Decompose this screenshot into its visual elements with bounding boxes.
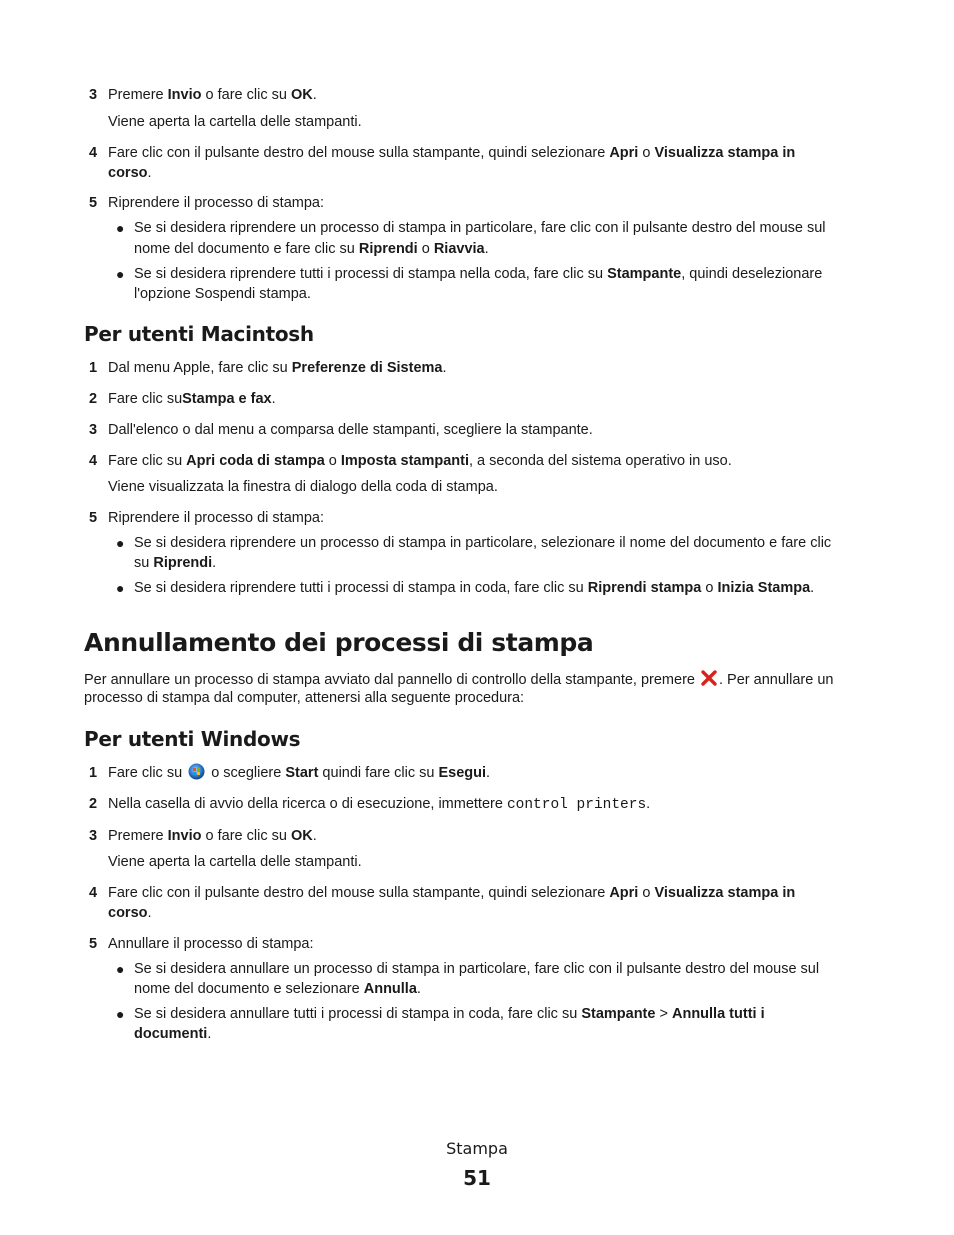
win-step-1-number: 1 xyxy=(89,765,98,781)
section-title: Annullamento dei processi di stampa xyxy=(84,628,594,657)
win-step-3-text: Premere Invio o fare clic su OK. xyxy=(108,828,317,844)
mac-step-3-number: 3 xyxy=(89,422,98,438)
step-5-text: Riprendere il processo di stampa: xyxy=(108,195,324,211)
mac-step-2-text: Fare clic suStampa e fax. xyxy=(108,391,276,407)
intro-line-2: processo di stampa dal computer, attenersi alla seguente procedura: xyxy=(84,690,525,706)
win-step-3-result: Viene aperta la cartella delle stampanti. xyxy=(108,854,362,870)
step-4-text-cont: corso. xyxy=(108,165,152,181)
bullet-icon: ● xyxy=(116,1006,125,1022)
bullet-2-line-1: Se si desidera riprendere tutti i processi di stampa nella coda, fare clic su Stampante, quindi deselezionare xyxy=(134,266,823,282)
win-step-5-text: Annullare il processo di stampa: xyxy=(108,936,314,952)
step-4-number: 4 xyxy=(89,145,98,161)
mac-bullet-1-line-2: su Riprendi. xyxy=(134,555,217,571)
bullet-icon: ● xyxy=(116,266,125,282)
bullet-icon: ● xyxy=(116,961,125,977)
step-3-result: Viene aperta la cartella delle stampanti. xyxy=(108,114,362,130)
win-step-5-number: 5 xyxy=(89,936,98,952)
step-3-number: 3 xyxy=(89,87,98,103)
win-bullet-2-line-2: documenti. xyxy=(134,1026,212,1042)
command-code: control printers xyxy=(506,797,647,813)
mac-step-2-number: 2 xyxy=(89,391,98,407)
bullet-icon: ● xyxy=(116,535,125,551)
win-step-2-number: 2 xyxy=(89,796,98,812)
win-step-4-number: 4 xyxy=(89,885,98,901)
windows-heading: Per utenti Windows xyxy=(84,727,301,751)
bullet-1-line-2: nome del documento e fare clic su Riprendi o Riavvia. xyxy=(134,241,489,257)
cancel-x-icon xyxy=(700,669,718,687)
bullet-icon: ● xyxy=(116,220,125,236)
step-3-text: Premere Invio o fare clic su OK. xyxy=(108,87,317,103)
mac-step-4-text: Fare clic su Apri coda di stampa o Imposta stampanti, a seconda del sistema operativo in uso. xyxy=(108,453,732,469)
mac-bullet-1-line-1: Se si desidera riprendere un processo di stampa in particolare, selezionare il nome del documento e fare clic xyxy=(134,535,832,551)
bullet-icon: ● xyxy=(116,580,125,596)
win-step-4-text: Fare clic con il pulsante destro del mouse sulla stampante, quindi selezionare Apri o Visualizza stampa in xyxy=(108,885,796,901)
win-step-4-text-cont: corso. xyxy=(108,905,152,921)
bullet-1-line-1: Se si desidera riprendere un processo di stampa in particolare, fare clic con il pulsante destro del mouse sul xyxy=(134,220,826,236)
win-step-2-text: Nella casella di avvio della ricerca o di esecuzione, immettere control printers. xyxy=(108,796,651,813)
win-bullet-1-line-1: Se si desidera annullare un processo di stampa in particolare, fare clic con il pulsante destro del mouse sul xyxy=(134,961,820,977)
win-bullet-2-line-1: Se si desidera annullare tutti i processi di stampa in coda, fare clic su Stampante > Annulla tutti i xyxy=(134,1006,765,1022)
mac-step-5-text: Riprendere il processo di stampa: xyxy=(108,510,324,526)
page-number: 51 xyxy=(463,1166,491,1190)
mac-step-5-number: 5 xyxy=(89,510,98,526)
mac-step-1-text: Dal menu Apple, fare clic su Preferenze di Sistema. xyxy=(108,360,447,376)
footer-section-name: Stampa xyxy=(446,1139,508,1158)
mac-step-4-result: Viene visualizzata la finestra di dialogo della coda di stampa. xyxy=(108,479,498,495)
win-step-1-text: Fare clic su o scegliere Start quindi fare clic su Esegui. xyxy=(108,765,491,781)
step-4-text: Fare clic con il pulsante destro del mouse sulla stampante, quindi selezionare Apri o Visualizza stampa in xyxy=(108,145,796,161)
windows-start-icon xyxy=(188,763,205,780)
step-5-number: 5 xyxy=(89,195,98,211)
mac-step-3-text: Dall'elenco o dal menu a comparsa delle stampanti, scegliere la stampante. xyxy=(108,422,593,438)
bullet-2-line-2: l'opzione Sospendi stampa. xyxy=(134,286,311,302)
mac-heading: Per utenti Macintosh xyxy=(84,322,314,346)
win-step-3-number: 3 xyxy=(89,828,98,844)
mac-step-1-number: 1 xyxy=(89,360,98,376)
mac-step-4-number: 4 xyxy=(89,453,98,469)
mac-bullet-2: Se si desidera riprendere tutti i processi di stampa in coda, fare clic su Riprendi stampa o Inizia Stampa. xyxy=(134,580,815,596)
win-bullet-1-line-2: nome del documento e selezionare Annulla. xyxy=(134,981,421,997)
intro-line-1: Per annullare un processo di stampa avviato dal pannello di controllo della stampante, premere . Per annullare un xyxy=(84,669,833,690)
